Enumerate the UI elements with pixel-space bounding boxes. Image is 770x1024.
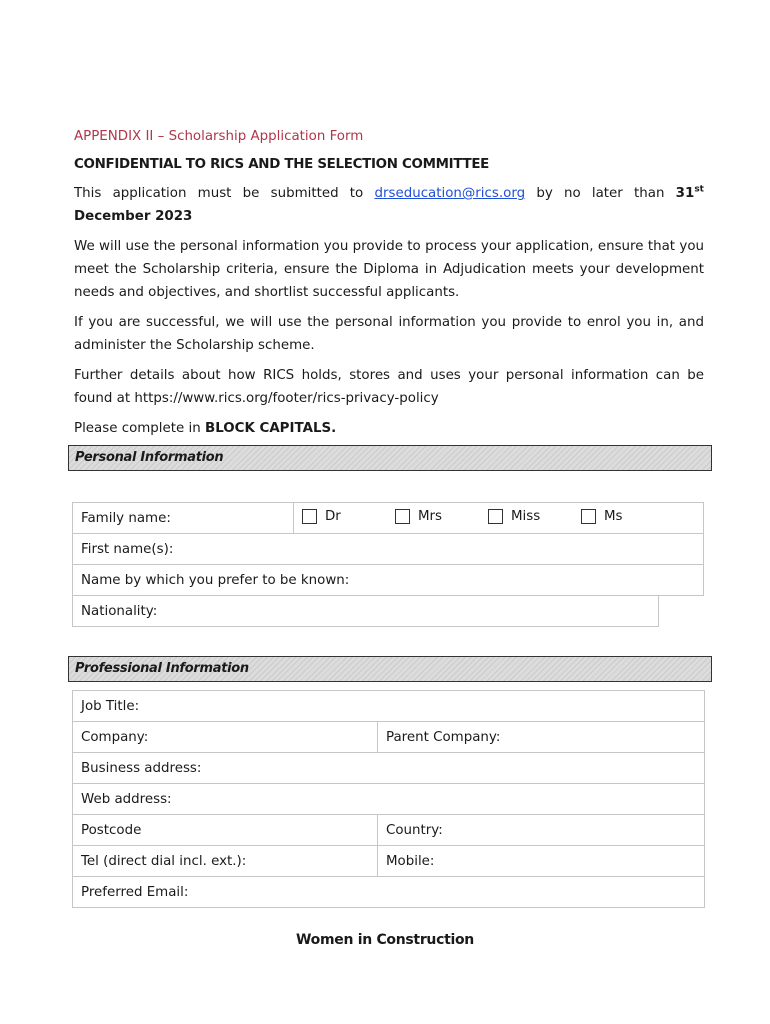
postcode-field[interactable]: Postcode	[73, 815, 378, 846]
checkbox-icon[interactable]	[302, 509, 317, 524]
web-address-field[interactable]: Web address:	[73, 784, 705, 815]
title-option-ms[interactable]: Ms	[581, 509, 623, 524]
deadline: 31st December 2023	[74, 184, 704, 224]
paragraph-personal-info-use: We will use the personal information you provide to process your application, ensure that you meet the Scholarship criteria, ensure the Diploma in Adjudication meets your development needs and objectives, and shortlist successful applicants.	[74, 239, 704, 300]
business-address-field[interactable]: Business address:	[73, 753, 705, 784]
first-names-field[interactable]: First name(s):	[73, 534, 704, 565]
email-link[interactable]: drseducation@rics.org	[374, 186, 526, 201]
confidential-notice: CONFIDENTIAL TO RICS AND THE SELECTION COMMITTEE	[74, 157, 490, 172]
title-option-miss[interactable]: Miss	[488, 509, 581, 524]
title-options	[294, 503, 704, 534]
paragraph-privacy-details: Further details about how RICS holds, stores and uses your personal information can be found at https://www.rics.org/footer/rics-privacy-policy	[74, 368, 704, 406]
checkbox-icon[interactable]	[395, 509, 410, 524]
company-field[interactable]: Company:	[73, 722, 378, 753]
checkbox-icon[interactable]	[488, 509, 503, 524]
preferred-name-field[interactable]: Name by which you prefer to be known:	[73, 565, 704, 596]
professional-information-heading: Professional Information	[68, 656, 712, 682]
title-option-mrs[interactable]: Mrs	[395, 509, 488, 524]
block-capitals-instruction: Please complete in BLOCK CAPITALS.	[74, 421, 337, 436]
nationality-field[interactable]: Nationality:	[73, 596, 659, 627]
parent-company-field[interactable]: Parent Company:	[378, 722, 705, 753]
country-field[interactable]: Country:	[378, 815, 705, 846]
paragraph-if-successful: If you are successful, we will use the personal information you provide to enrol you in, and administer the Scholarship scheme.	[74, 315, 704, 353]
job-title-field[interactable]: Job Title:	[73, 691, 705, 722]
personal-information-heading: Personal Information	[68, 445, 712, 471]
preferred-email-field[interactable]: Preferred Email:	[73, 877, 705, 908]
title-option-dr[interactable]: Dr	[302, 509, 395, 524]
checkbox-icon[interactable]	[581, 509, 596, 524]
tel-field[interactable]: Tel (direct dial incl. ext.):	[73, 846, 378, 877]
page-footer: Women in Construction	[296, 932, 474, 948]
personal-information-table	[72, 502, 704, 627]
mobile-field[interactable]: Mobile:	[378, 846, 705, 877]
submission-instructions: This application must be submitted to drseducation@rics.org by no later than 31st December 2023	[74, 184, 704, 224]
appendix-title: APPENDIX II – Scholarship Application Form	[74, 129, 364, 144]
family-name-field[interactable]: Family name:	[73, 503, 294, 534]
document-body	[74, 126, 704, 447]
professional-information-table	[72, 690, 705, 908]
